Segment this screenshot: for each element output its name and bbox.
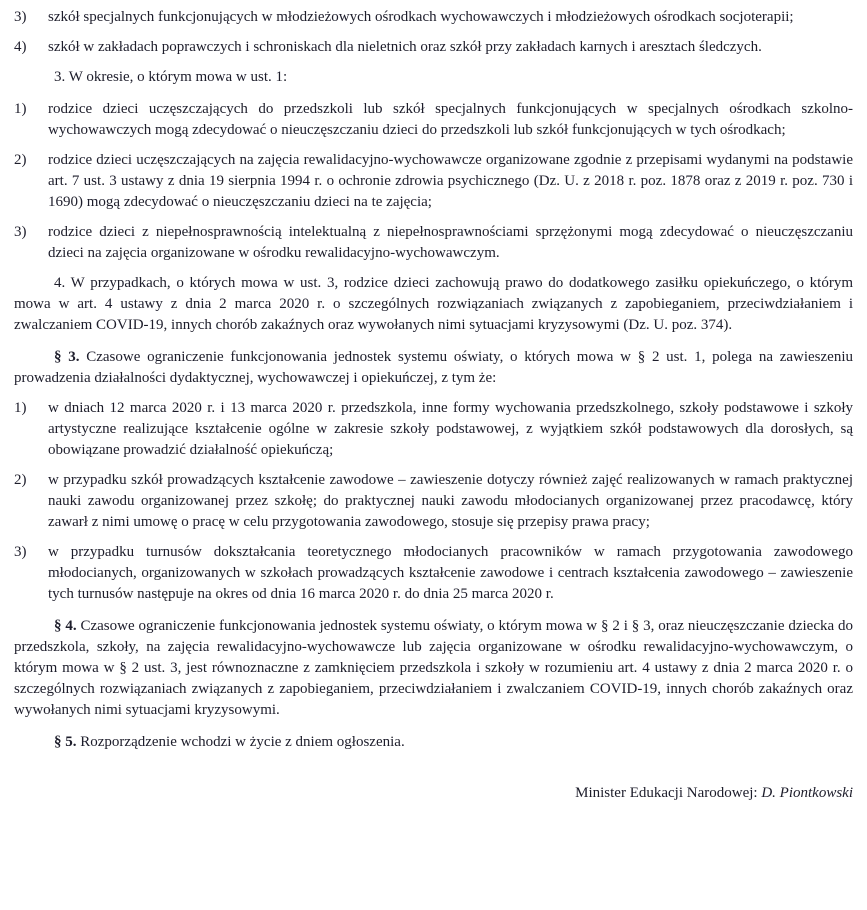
list-item-number: 3)	[14, 9, 27, 25]
section-label-par5: § 5.	[54, 734, 77, 750]
list-item	[14, 470, 853, 533]
paragraph-par5-text: Rozporządzenie wchodzi w życie z dniem ogłoszenia.	[76, 734, 405, 750]
paragraph-par3	[14, 347, 853, 389]
list-item	[14, 99, 853, 141]
list-item	[14, 37, 853, 58]
list-item-number: 1)	[14, 101, 27, 117]
signature-prefix: Minister Edukacji Narodowej:	[575, 785, 762, 801]
paragraph-par3-text: Czasowe ograniczenie funkcjonowania jednostek systemu oświaty, o których mowa w § 2 ust. 1, polega na zawieszeniu prowadzenia działalności dydaktycznej, wychowawczej i opiekuńczej, z tym że:	[14, 349, 854, 386]
list-item-text: szkół specjalnych funkcjonujących w młodzieżowych ośrodkach wychowawczych i młodzieżowych ośrodkach socjoterapii;	[48, 9, 794, 25]
list-item-number: 4)	[14, 39, 27, 55]
paragraph-par5	[14, 732, 853, 753]
list-item	[14, 398, 853, 461]
paragraph-par4	[14, 616, 853, 721]
list-item-text: rodzice dzieci uczęszczających do przedszkoli lub szkół specjalnych funkcjonujących w specjalnych ośrodkach szkolno-wychowawczych mogą zdecydować o nieuczęszczaniu dzieci do przedszkoli lub szkół funkcjonujących w tych ośrodkach;	[48, 101, 853, 138]
list-item-text: w przypadku szkół prowadzących kształcenie zawodowe – zawieszenie dotyczy również zajęć realizowanych w ramach praktycznej nauki zawodu organizowanej przez szkołę; do praktycznej nauki zawodu młodocianych organizowanej przez pracodawcę, który zawarł z nimi umowę o pracę w celu przygotowania zawodowego, stosuje się przepisy prawa pracy;	[48, 472, 853, 530]
signature-line	[14, 783, 853, 804]
section-label-par4: § 4.	[54, 618, 77, 634]
list-item	[14, 542, 853, 605]
section-label-par3: § 3.	[54, 349, 80, 365]
signature-name: D. Piontkowski	[761, 785, 853, 801]
list-item	[14, 222, 853, 264]
list-item-number: 3)	[14, 544, 27, 560]
list-item	[14, 7, 853, 28]
list-item-text: rodzice dzieci uczęszczających na zajęcia rewalidacyjno-wychowawcze organizowane zgodnie z przepisami wydanymi na podstawie art. 7 ust. 3 ustawy z dnia 19 sierpnia 1994 r. o ochronie zdrowia psychicznego (Dz. U. z 2018 r. poz. 1878 oraz z 2019 r. poz. 730 i 1690) mogą zdecydować o nieuczęszczaniu dzieci na te zajęcia;	[48, 152, 853, 210]
list-item-number: 2)	[14, 472, 27, 488]
list-item-text: w dniach 12 marca 2020 r. i 13 marca 2020 r. przedszkola, inne formy wychowania przedszkolnego, szkoły podstawowe i szkoły artystyczne realizujące kształcenie ogólne w zakresie szkoły podstawowej, z wyjątkiem szkół podstawowych dla dorosłych, są obowiązane prowadzić działalność opiekuńczą;	[48, 400, 853, 458]
list-item-text: rodzice dzieci z niepełnosprawnością intelektualną z niepełnosprawnościami sprzężonymi mogą zdecydować o nieuczęszczaniu dzieci na zajęcia organizowane w ośrodku rewalidacyjno-wychowawczym.	[48, 224, 853, 261]
paragraph-ust3-intro: 3. W okresie, o którym mowa w ust. 1:	[54, 69, 288, 85]
list-item	[14, 150, 853, 213]
list-item-text: szkół w zakładach poprawczych i schroniskach dla nieletnich oraz szkół przy zakładach karnych i aresztach śledczych.	[48, 39, 762, 55]
paragraph-ust4: 4. W przypadkach, o których mowa w ust. 3, rodzice dzieci zachowują prawo do dodatkowego zasiłku opiekuńczego, o którym mowa w art. 4 ustawy z dnia 2 marca 2020 r. o szczególnych rozwiązaniach związanych z zapobieganiem, przeciwdziałaniem i zwalczaniem COVID-19, innych chorób zakaźnych oraz wywołanych nimi sytuacjami kryzysowymi (Dz. U. poz. 374).	[14, 275, 853, 333]
list-item-number: 3)	[14, 224, 27, 240]
list-item-number: 2)	[14, 152, 27, 168]
list-item-text: w przypadku turnusów dokształcania teoretycznego młodocianych pracowników w ramach przygotowania zawodowego młodocianych, organizowanych w szkołach prowadzących kształcenie zawodowe i centrach kształcenia zawodowego – zawieszenie tych turnusów następuje na okres od dnia 16 marca 2020 r. do dnia 25 marca 2020 r.	[48, 544, 853, 602]
list-item-number: 1)	[14, 400, 27, 416]
paragraph-par4-text: Czasowe ograniczenie funkcjonowania jednostek systemu oświaty, o którym mowa w § 2 i § 3, oraz nieuczęszczanie dziecka do przedszkola, szkoły, na zajęcia rewalidacyjno-wychowawcze lub zajęcia organizowane w ośrodku rewalidacyjno-wychowawczym, o którym mowa w § 2 ust. 3, jest równoznaczne z zamknięciem przedszkola i szkoły w rozumieniu art. 4 ustawy z dnia 2 marca 2020 r. o szczególnych rozwiązaniach związanych z zapobieganiem, przeciwdziałaniem i zwalczaniem COVID-19, innych chorób zakaźnych oraz wywołanych nimi sytuacjami kryzysowymi.	[14, 618, 854, 718]
